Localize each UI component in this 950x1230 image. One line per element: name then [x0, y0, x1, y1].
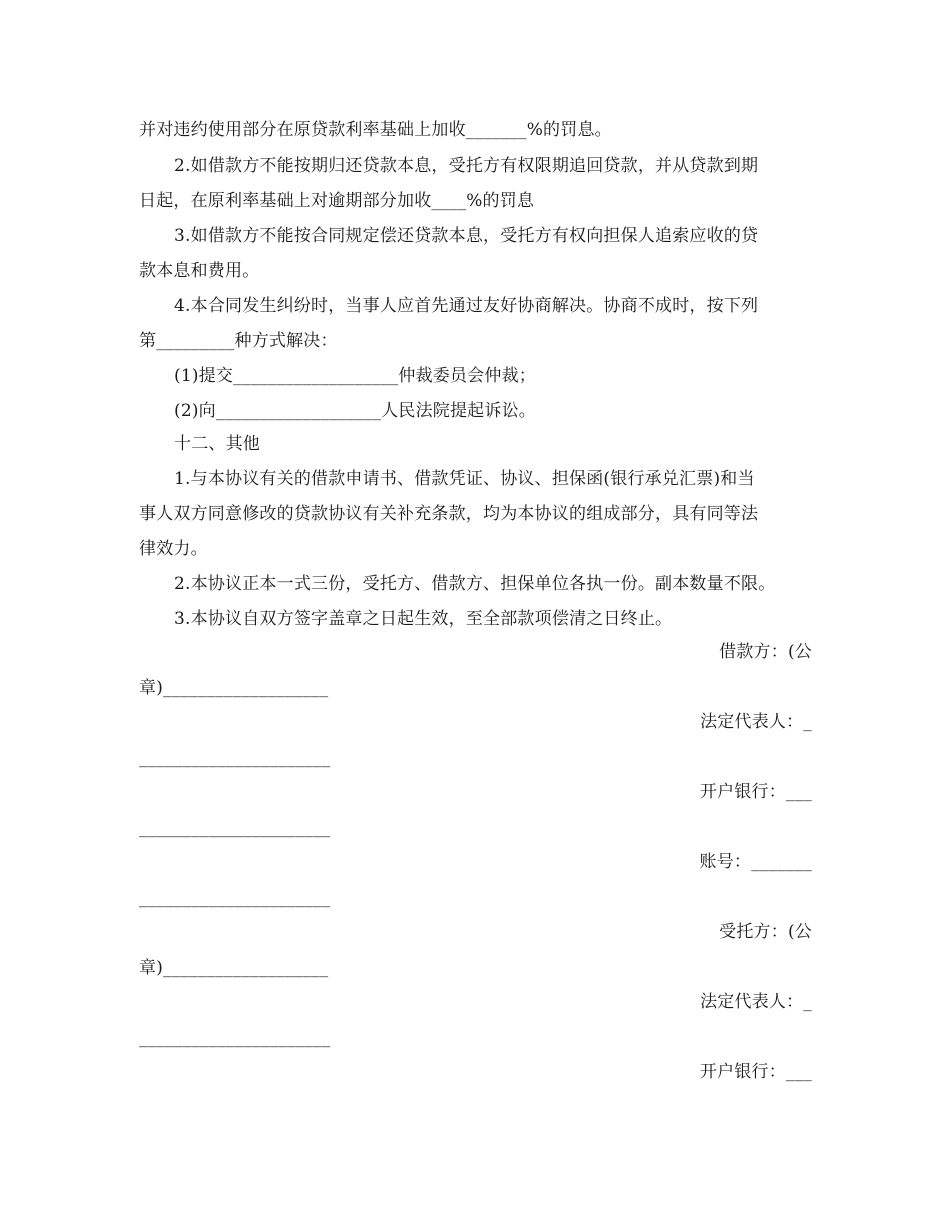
other-clause-3: 3.本协议自双方签字盖章之日起生效，至全部款项偿清之日终止。 — [174, 609, 673, 629]
borrower-legal-rep-label: 法定代表人：_ — [700, 712, 812, 732]
trustee-seal-line: 章)___________________ — [139, 958, 329, 978]
clause-2-line-1: 2.如借款方不能按期归还贷款本息，受托方有权限期追回贷款，并从贷款到期 — [174, 156, 759, 176]
other-clause-1-line-3: 律效力。 — [139, 539, 208, 559]
clause-2-line-2: 日起，在原利率基础上对逾期部分加收____%的罚息 — [139, 191, 535, 211]
borrower-bank-line: ______________________ — [139, 818, 331, 838]
clause-3-line-1: 3.如借款方不能按合同规定偿还贷款本息，受托方有权向担保人追索应收的贷 — [174, 226, 759, 246]
other-clause-1-line-1: 1.与本协议有关的借款申请书、借款凭证、协议、担保函(银行承兑汇票)和当 — [174, 469, 755, 489]
clause-3-line-2: 款本息和费用。 — [139, 261, 260, 281]
section-heading-other: 十二、其他 — [174, 434, 260, 454]
trustee-bank-label: 开户银行：___ — [699, 1062, 812, 1082]
borrower-legal-rep-line: ______________________ — [139, 748, 331, 768]
clause-4-line-1: 4.本合同发生纠纷时，当事人应首先通过友好协商解决。协商不成时，按下列 — [174, 296, 759, 316]
other-clause-2: 2.本协议正本一式三份，受托方、借款方、担保单位各执一份。副本数量不限。 — [174, 574, 776, 594]
borrower-account-label: 账号：_______ — [699, 852, 812, 872]
dispute-option-arbitration: (1)提交___________________仲裁委员会仲裁； — [174, 366, 536, 386]
trustee-legal-rep-line: ______________________ — [139, 1028, 331, 1048]
paragraph-penalty-continuation: 并对违约使用部分在原贷款利率基础上加收_______%的罚息。 — [139, 120, 612, 140]
trustee-seal-label: 受托方：(公 — [719, 922, 812, 942]
borrower-bank-label: 开户银行：___ — [699, 782, 812, 802]
other-clause-1-line-2: 事人双方同意修改的贷款协议有关补充条款，均为本协议的组成部分，具有同等法 — [139, 504, 759, 524]
dispute-option-litigation: (2)向___________________人民法院提起诉讼。 — [174, 401, 536, 421]
clause-4-line-2: 第_________种方式解决： — [139, 331, 338, 351]
borrower-account-line: ______________________ — [139, 888, 331, 908]
borrower-seal-label: 借款方：(公 — [719, 642, 812, 662]
borrower-seal-line: 章)___________________ — [139, 678, 329, 698]
trustee-legal-rep-label: 法定代表人：_ — [700, 992, 812, 1012]
